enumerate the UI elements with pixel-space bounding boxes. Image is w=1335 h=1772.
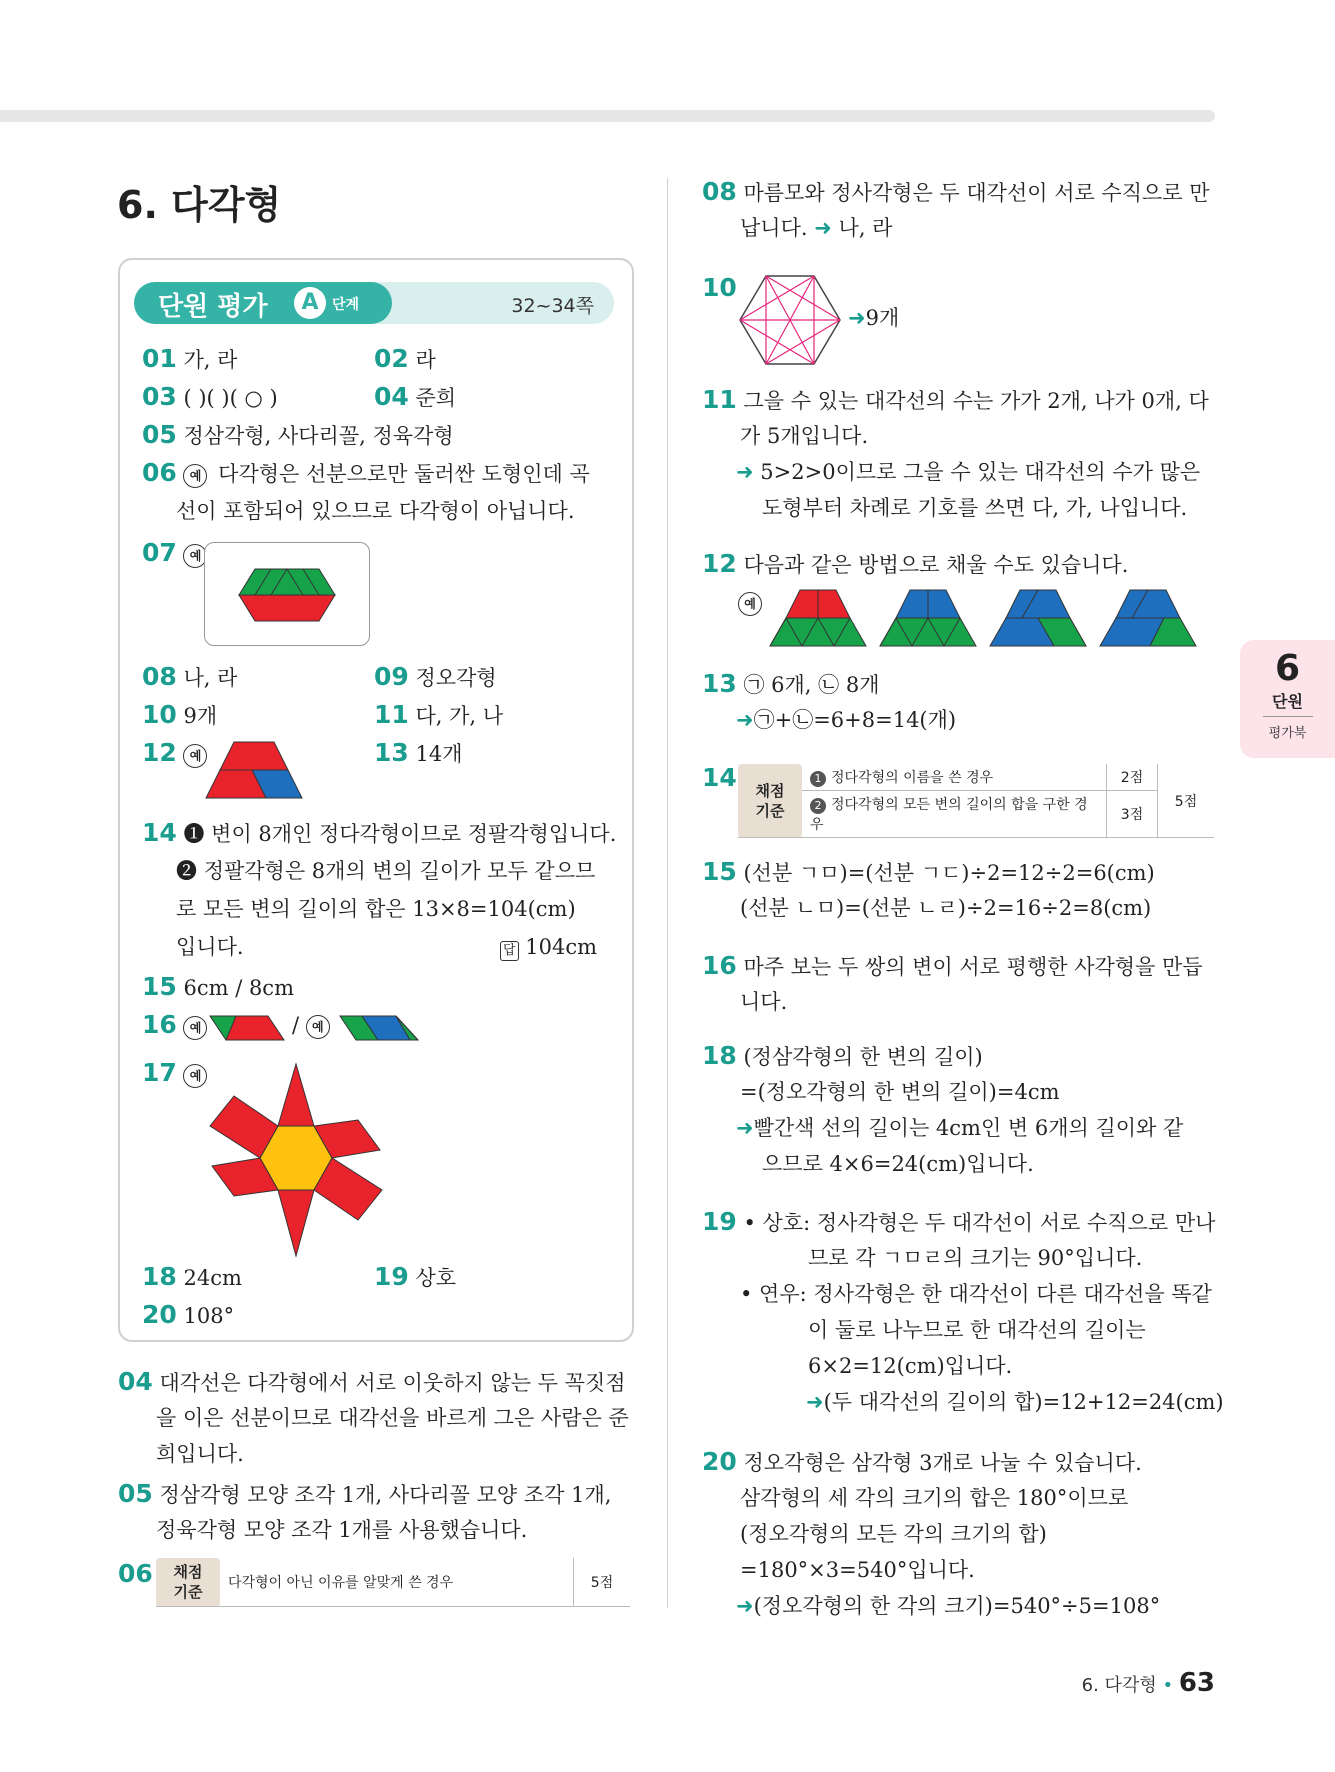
criteria-1: 1 정다각형의 이름을 쓴 경우 <box>802 764 1107 791</box>
stage-label: 단계 <box>332 297 360 313</box>
answer-14-line2: ❷ 정팔각형은 8개의 변의 길이가 모두 같으므 <box>176 859 596 883</box>
answer-20: 20 108° <box>142 1300 235 1329</box>
explain-r20-l3: (정오각형의 모든 각의 크기의 합) <box>740 1522 1047 1546</box>
hexagon-diagonals-figure <box>736 270 846 370</box>
explain-r18-l4: 으므로 4×6=24(cm)입니다. <box>762 1152 1034 1176</box>
criteria-score: 5점 <box>574 1558 631 1607</box>
explain-r08: 08 마름모와 정사각형은 두 대각선이 서로 수직으로 만 <box>702 177 1210 206</box>
explain-r16-l2: 니다. <box>740 990 788 1014</box>
scoring-criteria-14 <box>738 764 1214 838</box>
unit-eval-title: 단원 평가 <box>158 292 268 322</box>
scoring-criteria-06 <box>156 1558 630 1607</box>
answer-03: 03 ( )( )( ○ ) <box>142 382 278 411</box>
explain-r18-l2: =(정오각형의 한 변의 길이)=4cm <box>740 1080 1060 1104</box>
explain-r20-l5: ➜(정오각형의 한 각의 크기)=540°÷5=108° <box>736 1594 1161 1618</box>
explain-r15-l2: (선분 ㄴㅁ)=(선분 ㄴㄹ)÷2=16÷2=8(cm) <box>740 896 1152 920</box>
criteria-total: 5점 <box>1158 764 1215 838</box>
answer-14-line4: 입니다. <box>176 935 244 959</box>
column-divider <box>667 178 668 1608</box>
stage-badge: A <box>294 287 326 319</box>
answer-14-final: 답 104cm <box>500 930 597 964</box>
explain-04-l2: 을 이은 선분이므로 대각선을 바르게 그은 사람은 준 <box>156 1406 629 1430</box>
explain-04: 04 대각선은 다각형에서 서로 이웃하지 않는 두 꼭짓점 <box>118 1367 626 1396</box>
explain-r16: 16 마주 보는 두 쌍의 변이 서로 평행한 사각형을 만듭 <box>702 951 1203 980</box>
side-tab-book: 평가북 <box>1263 716 1313 741</box>
answer-19: 19 상호 <box>374 1262 457 1291</box>
explain-r15: 15 (선분 ㄱㅁ)=(선분 ㄱㄷ)÷2=12÷2=6(cm) <box>702 857 1155 886</box>
answer-mark: 답 <box>500 941 519 961</box>
answer-05: 05 정삼각형, 사다리꼴, 정육각형 <box>142 420 454 449</box>
criteria-head: 채점 기준 <box>156 1558 220 1607</box>
explain-r18-l3: ➜빨간색 선의 길이는 4cm인 변 6개의 길이와 같 <box>736 1116 1184 1140</box>
answer-14: 14 ❶ 변이 8개인 정다각형이므로 정팔각형입니다. <box>142 818 617 847</box>
criteria-2: 2 정다각형의 모든 변의 길이의 합을 구한 경우 <box>802 791 1107 838</box>
explain-r19-l4: 이 둘로 나누므로 한 대각선의 길이는 <box>808 1318 1146 1342</box>
footer-dot: • <box>1162 1675 1174 1696</box>
explain-r11: 11 그을 수 있는 대각선의 수는 가가 2개, 나가 0개, 다 <box>702 385 1209 414</box>
explain-r20-l2: 삼각형의 세 각의 크기의 합은 180°이므로 <box>740 1486 1129 1510</box>
explain-r19-l2: 므로 각 ㄱㅁㄹ의 크기는 90°입니다. <box>808 1246 1143 1270</box>
answer-10: 10 9개 <box>142 700 218 729</box>
explain-04-l3: 희입니다. <box>156 1442 244 1466</box>
explain-r11-l4: 도형부터 차례로 기호를 쓰면 다, 가, 나입니다. <box>762 496 1188 520</box>
side-tab-unit: 단원 <box>1272 692 1303 711</box>
answer-04: 04 준희 <box>374 382 457 411</box>
answer-16: 16 예 <box>142 1008 211 1043</box>
answer-12: 12 예 <box>142 736 211 771</box>
answer-16-sep: / 예 <box>292 1008 334 1042</box>
explain-06: 06 <box>118 1559 153 1588</box>
answer-15: 15 6cm / 8cm <box>142 972 294 1001</box>
hexagon-tiling-figure <box>205 543 369 645</box>
criteria-1-score: 2점 <box>1107 764 1158 791</box>
unit-eval-label <box>134 282 392 324</box>
explain-r11-l2: 가 5개입니다. <box>740 424 869 448</box>
explain-r12-example: 예 <box>738 584 766 620</box>
answer-01: 01 가, 라 <box>142 344 238 373</box>
answer-09: 09 정오각형 <box>374 662 497 691</box>
explain-r13-l2: ➜㉠+㉡=6+8=14(개) <box>736 708 957 732</box>
answer-07-figure-box <box>204 542 370 646</box>
page-number: 63 <box>1178 1668 1215 1698</box>
top-bar <box>0 110 1215 122</box>
explain-r20-l4: =180°×3=540°입니다. <box>740 1558 975 1582</box>
side-tab-number: 6 <box>1274 648 1301 689</box>
answer-14-line3: 로 모든 변의 길이의 합은 13×8=104(cm) <box>176 897 576 921</box>
criteria-2-score: 3점 <box>1107 791 1158 838</box>
trapezoid-tiling-figure <box>204 738 308 802</box>
answer-02: 02 라 <box>374 344 436 373</box>
answer-08: 08 나, 라 <box>142 662 238 691</box>
answer-17: 17 예 <box>142 1056 211 1091</box>
explain-r13: 13 ㉠ 6개, ㉡ 8개 <box>702 669 880 698</box>
answer-18: 18 24cm <box>142 1262 242 1291</box>
page-title: 6. 다각형 <box>117 183 282 227</box>
answer-06: 06 예 다각형은 선분으로만 둘러싼 도형인데 곡 <box>142 458 590 487</box>
explain-r14: 14 <box>702 763 737 792</box>
explain-r12: 12 다음과 같은 방법으로 채울 수도 있습니다. <box>702 549 1129 578</box>
parallelogram-figure-1 <box>208 1014 286 1042</box>
explain-r11-l3: ➜ 5>2>0이므로 그을 수 있는 대각선의 수가 많은 <box>736 460 1201 484</box>
parallelogram-figure-2 <box>338 1014 422 1042</box>
page-range: 32~34쪽 <box>511 295 594 317</box>
criteria-text: 다각형이 아닌 이유를 알맞게 쓴 경우 <box>220 1558 574 1607</box>
explain-r19-l3: • 연우: 정사각형은 한 대각선이 다른 대각선을 똑같 <box>740 1282 1212 1306</box>
answer-07: 07 예 <box>142 536 211 571</box>
page-footer <box>1082 1668 1215 1698</box>
triangle-tiling-figures <box>764 586 1204 650</box>
explain-r19-l5: 6×2=12(cm)입니다. <box>808 1354 1013 1378</box>
explain-r19-l6: ➜(두 대각선의 길이의 합)=12+12=24(cm) <box>806 1390 1224 1414</box>
explain-05-l2: 정육각형 모양 조각 1개를 사용했습니다. <box>156 1518 528 1542</box>
answer-11: 11 다, 가, 나 <box>374 700 504 729</box>
unit-eval-header <box>134 282 614 324</box>
example-mark: 예 <box>183 464 207 488</box>
explain-r08-l2: 납니다. ➜ 나, 라 <box>740 216 893 240</box>
criteria-head: 채점 기준 <box>738 764 802 838</box>
explain-r18: 18 (정삼각형의 한 변의 길이) <box>702 1041 983 1070</box>
answer-06-cont: 선이 포함되어 있으므로 다각형이 아닙니다. <box>176 499 575 523</box>
star-rhombus-figure <box>208 1060 384 1260</box>
explain-r10: 10 <box>702 273 737 302</box>
answer-card <box>118 258 634 1342</box>
footer-chapter: 6. 다각형 <box>1081 1675 1157 1696</box>
chapter-side-tab[interactable] <box>1240 640 1335 758</box>
answer-13: 13 14개 <box>374 738 463 767</box>
explain-r10-ans: ➜9개 <box>848 306 900 330</box>
explain-05: 05 정삼각형 모양 조각 1개, 사다리꼴 모양 조각 1개, <box>118 1479 612 1508</box>
explain-r20: 20 정오각형은 삼각형 3개로 나눌 수 있습니다. <box>702 1447 1142 1476</box>
explain-r19: 19 • 상호: 정사각형은 두 대각선이 서로 수직으로 만나 <box>702 1207 1216 1236</box>
